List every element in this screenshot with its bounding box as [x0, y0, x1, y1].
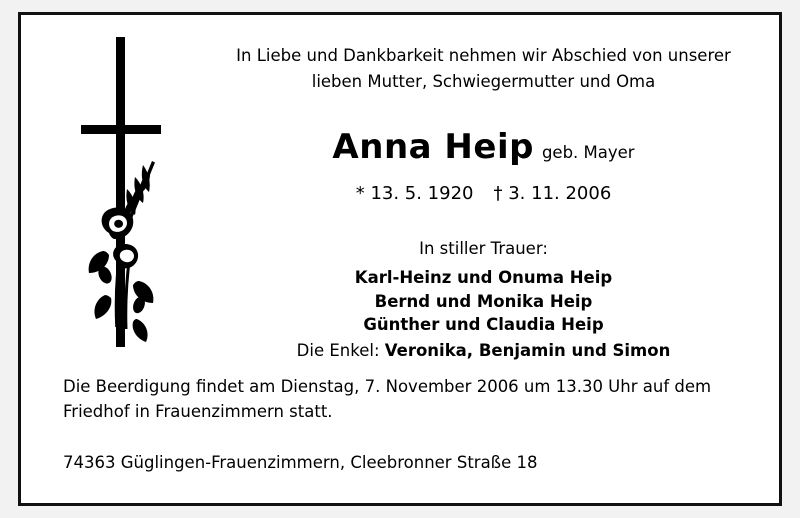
- deceased-name-line: [211, 127, 756, 167]
- cross-with-rose-and-wheat-icon: [69, 37, 199, 357]
- family-member-3: Günther und Claudia Heip: [363, 315, 604, 335]
- mourners-block: [211, 237, 756, 362]
- funeral-line-1: Die Beerdigung findet am Dienstag, 7. November 2006 um 13.30 Uhr auf dem: [63, 377, 712, 396]
- grandchildren-names: Veronika, Benjamin und Simon: [384, 340, 671, 360]
- family-member-1: Karl-Heinz und Onuma Heip: [354, 268, 613, 288]
- maiden-name: geb. Mayer: [541, 143, 635, 162]
- death-date: † 3. 11. 2006: [493, 183, 612, 204]
- family-member-2: Bernd und Monika Heip: [374, 291, 593, 311]
- deceased-name: Anna Heip: [332, 127, 534, 167]
- address-line: 74363 Güglingen-Frauenzimmern, Cleebronner Straße 18: [63, 453, 538, 472]
- funeral-details: [63, 375, 753, 425]
- life-dates: [211, 183, 756, 204]
- grandchildren-line: [211, 339, 756, 362]
- obituary-card: [18, 12, 782, 506]
- mourning-header: In stiller Trauer:: [419, 239, 548, 258]
- intro-line-2: lieben Mutter, Schwiegermutter und Oma: [311, 71, 656, 91]
- intro-line-1: In Liebe und Dankbarkeit nehmen wir Abschied von unserer: [236, 46, 731, 65]
- intro-text: [211, 43, 756, 94]
- grandchildren-label: Die Enkel:: [296, 340, 380, 360]
- funeral-line-2: Friedhof in Frauenzimmern statt.: [63, 401, 333, 421]
- birth-date: * 13. 5. 1920: [355, 183, 474, 204]
